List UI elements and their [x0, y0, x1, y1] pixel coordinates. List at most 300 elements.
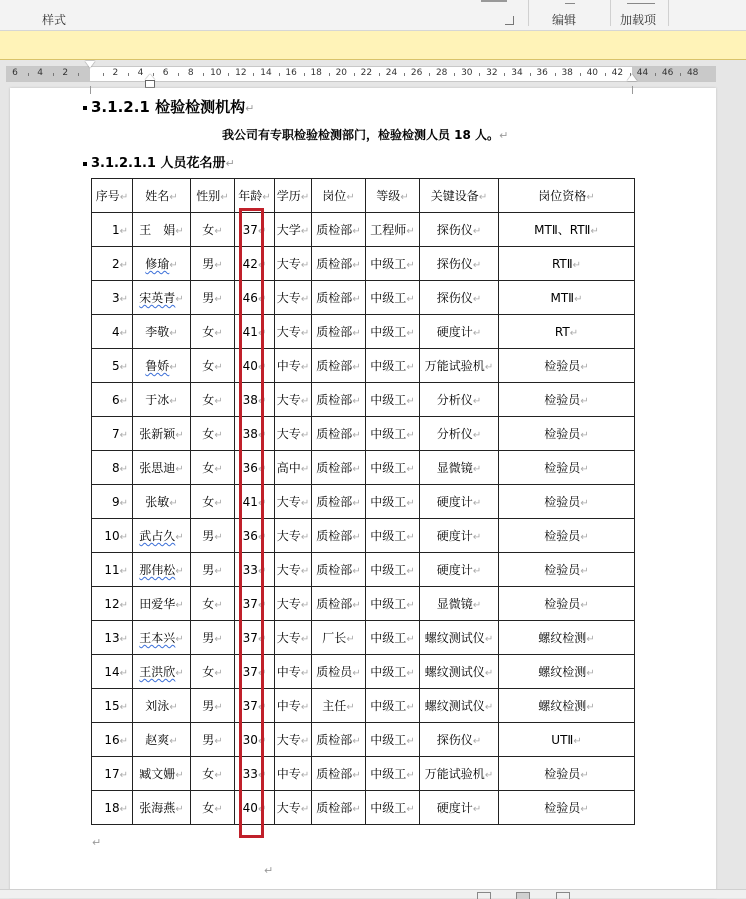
table-cell[interactable]	[275, 757, 312, 791]
table-cell[interactable]	[235, 519, 275, 553]
table-cell[interactable]	[312, 485, 366, 519]
web-layout-icon[interactable]	[556, 892, 570, 899]
cell-end-mark: ↵	[472, 566, 482, 577]
cell-text: 女	[202, 325, 215, 339]
table-cell[interactable]	[366, 587, 420, 621]
table-cell[interactable]	[275, 451, 312, 485]
table-row	[92, 723, 635, 757]
cell-text: 41	[242, 324, 258, 339]
table-cell[interactable]	[366, 349, 420, 383]
print-layout-icon[interactable]	[516, 892, 530, 899]
table-header-row	[92, 179, 635, 213]
table-cell[interactable]	[92, 213, 133, 247]
table-cell[interactable]	[420, 281, 499, 315]
table-cell[interactable]	[499, 213, 635, 247]
right-indent-marker[interactable]	[627, 74, 637, 81]
editing-group-label[interactable]: 编辑	[552, 13, 577, 27]
column-header[interactable]	[366, 179, 420, 213]
table-cell[interactable]	[312, 417, 366, 451]
table-cell[interactable]	[133, 213, 191, 247]
table-cell[interactable]	[499, 689, 635, 723]
table-cell[interactable]	[499, 655, 635, 689]
table-cell[interactable]	[366, 655, 420, 689]
table-cell[interactable]	[133, 519, 191, 553]
table-cell[interactable]	[191, 417, 235, 451]
cell-end-mark: ↵	[300, 396, 310, 407]
table-cell[interactable]	[366, 757, 420, 791]
table-cell[interactable]	[133, 383, 191, 417]
table-cell[interactable]	[133, 247, 191, 281]
table-cell[interactable]	[92, 315, 133, 349]
cell-text: 检验员	[544, 767, 581, 781]
table-cell[interactable]	[499, 485, 635, 519]
table-cell[interactable]	[191, 213, 235, 247]
hanging-indent-marker[interactable]	[145, 74, 155, 88]
table-cell[interactable]	[275, 791, 312, 825]
table-cell[interactable]	[420, 417, 499, 451]
cell-end-mark: ↵	[406, 226, 415, 237]
table-cell[interactable]	[92, 655, 133, 689]
ruler-tick	[479, 73, 480, 76]
cell-text: 工程师	[370, 223, 407, 237]
table-cell[interactable]	[92, 587, 133, 621]
cell-text: 大专	[276, 257, 301, 271]
table-cell[interactable]	[191, 621, 235, 655]
table-cell[interactable]	[92, 791, 133, 825]
ruler-tick	[454, 73, 455, 76]
table-cell[interactable]	[312, 349, 366, 383]
cell-end-mark: ↵	[472, 430, 482, 441]
cell-end-mark: ↵	[406, 566, 415, 577]
paragraph-mark: ↵	[245, 102, 255, 115]
table-cell[interactable]	[133, 553, 191, 587]
cell-end-mark: ↵	[580, 464, 589, 475]
table-cell[interactable]	[420, 655, 499, 689]
table-cell[interactable]	[133, 723, 191, 757]
table-cell[interactable]	[133, 315, 191, 349]
table-cell[interactable]	[499, 757, 635, 791]
table-cell[interactable]	[499, 247, 635, 281]
ruler-tick	[304, 73, 305, 76]
table-cell[interactable]	[191, 451, 235, 485]
cell-text: 33	[242, 562, 258, 577]
cell-text: 显微镜	[436, 461, 473, 475]
cell-text: 中级工	[370, 257, 407, 271]
table-cell[interactable]	[499, 281, 635, 315]
column-header[interactable]	[312, 179, 366, 213]
cell-end-mark: ↵	[346, 192, 355, 203]
cell-end-mark: ↵	[580, 498, 589, 509]
cell-text: 硬度计	[436, 529, 473, 543]
cell-text: 37	[242, 596, 258, 611]
table-cell[interactable]	[420, 757, 499, 791]
table-cell[interactable]	[191, 485, 235, 519]
table-cell[interactable]	[92, 451, 133, 485]
table-cell[interactable]	[92, 553, 133, 587]
table-cell[interactable]	[275, 349, 312, 383]
ruler-tick	[555, 73, 556, 76]
table-cell[interactable]	[275, 553, 312, 587]
table-cell[interactable]	[235, 247, 275, 281]
cell-end-mark: ↵	[590, 226, 599, 237]
ribbon-button-fragment[interactable]	[565, 0, 575, 4]
cell-text: 王 娟	[139, 223, 176, 237]
ruler-number: 4	[37, 68, 43, 78]
cell-end-mark: ↵	[257, 531, 267, 543]
table-cell[interactable]	[133, 587, 191, 621]
subsection-heading[interactable]	[83, 152, 235, 171]
table-cell[interactable]	[312, 451, 366, 485]
table-cell[interactable]	[420, 621, 499, 655]
table-cell[interactable]	[420, 791, 499, 825]
column-header[interactable]	[133, 179, 191, 213]
table-cell[interactable]	[366, 485, 420, 519]
cell-end-mark: ↵	[406, 260, 415, 271]
table-cell[interactable]	[366, 621, 420, 655]
table-cell[interactable]	[366, 247, 420, 281]
table-cell[interactable]	[235, 689, 275, 723]
table-cell[interactable]	[235, 655, 275, 689]
cell-end-mark: ↵	[352, 804, 361, 815]
table-cell[interactable]	[420, 383, 499, 417]
table-cell[interactable]	[235, 315, 275, 349]
cell-end-mark: ↵	[214, 532, 223, 543]
table-cell[interactable]	[312, 383, 366, 417]
cell-text: 女	[202, 359, 215, 373]
table-cell[interactable]	[275, 247, 312, 281]
column-header[interactable]	[420, 179, 499, 213]
table-cell[interactable]	[499, 383, 635, 417]
cell-end-mark: ↵	[300, 532, 310, 543]
table-cell[interactable]	[133, 689, 191, 723]
table-cell[interactable]	[420, 349, 499, 383]
table-cell[interactable]	[191, 349, 235, 383]
cell-text: 大专	[276, 563, 301, 577]
table-cell[interactable]	[312, 315, 366, 349]
table-cell[interactable]	[133, 791, 191, 825]
table-cell[interactable]	[366, 281, 420, 315]
table-cell[interactable]	[191, 791, 235, 825]
cell-text: 质检部	[316, 767, 353, 781]
table-cell[interactable]	[191, 723, 235, 757]
table-cell[interactable]	[366, 553, 420, 587]
table-cell[interactable]	[235, 553, 275, 587]
table-cell[interactable]	[499, 723, 635, 757]
ruler-tick	[103, 73, 104, 76]
table-cell[interactable]	[92, 757, 133, 791]
table-cell[interactable]	[366, 417, 420, 451]
table-cell[interactable]	[275, 485, 312, 519]
table-cell[interactable]	[92, 247, 133, 281]
cell-end-mark: ↵	[580, 804, 589, 815]
cell-end-mark: ↵	[484, 668, 494, 679]
table-cell[interactable]	[133, 417, 191, 451]
table-cell[interactable]	[92, 383, 133, 417]
table-cell[interactable]	[275, 723, 312, 757]
cell-text: 38	[242, 426, 258, 441]
column-header[interactable]	[275, 179, 312, 213]
table-cell[interactable]	[191, 519, 235, 553]
column-header[interactable]	[499, 179, 635, 213]
ruler-tick	[28, 73, 29, 76]
column-header[interactable]	[92, 179, 133, 213]
table-cell[interactable]	[235, 281, 275, 315]
horizontal-ruler[interactable]	[6, 66, 716, 82]
table-cell[interactable]	[366, 791, 420, 825]
column-header-text: 岗位	[322, 189, 347, 203]
table-cell[interactable]	[420, 689, 499, 723]
table-cell[interactable]	[499, 621, 635, 655]
table-cell[interactable]	[420, 587, 499, 621]
table-cell[interactable]	[275, 587, 312, 621]
cell-end-mark: ↵	[119, 429, 128, 441]
cell-text: 15	[104, 698, 120, 713]
first-line-indent-marker[interactable]	[85, 61, 95, 68]
cell-text: RT	[554, 324, 570, 339]
table-cell[interactable]	[312, 757, 366, 791]
intro-paragraph[interactable]	[222, 126, 508, 143]
table-cell[interactable]	[275, 621, 312, 655]
cell-end-mark: ↵	[119, 225, 128, 237]
table-cell[interactable]	[312, 281, 366, 315]
table-cell[interactable]	[275, 315, 312, 349]
table-cell[interactable]	[366, 519, 420, 553]
cell-end-mark: ↵	[300, 600, 310, 611]
cell-end-mark: ↵	[472, 736, 482, 747]
table-cell[interactable]	[235, 213, 275, 247]
table-row	[92, 383, 635, 417]
table-cell[interactable]	[420, 485, 499, 519]
table-cell[interactable]	[191, 315, 235, 349]
cell-end-mark: ↵	[169, 736, 178, 747]
table-cell[interactable]	[235, 485, 275, 519]
table-cell[interactable]	[312, 519, 366, 553]
cell-text: 中级工	[370, 665, 407, 679]
table-cell[interactable]	[191, 689, 235, 723]
ruler-tick	[379, 73, 380, 76]
table-cell[interactable]	[312, 213, 366, 247]
table-cell[interactable]	[133, 451, 191, 485]
table-cell[interactable]	[92, 689, 133, 723]
table-cell[interactable]	[92, 485, 133, 519]
table-cell[interactable]	[275, 417, 312, 451]
table-cell[interactable]	[235, 417, 275, 451]
table-cell[interactable]	[92, 281, 133, 315]
cell-end-mark: ↵	[214, 294, 223, 305]
table-cell[interactable]	[420, 315, 499, 349]
table-cell[interactable]	[235, 587, 275, 621]
cell-text: 检验员	[544, 393, 581, 407]
cell-end-mark: ↵	[119, 327, 128, 339]
addins-group-label[interactable]: 加载项	[620, 13, 657, 27]
cell-text: 刘泳	[145, 699, 170, 713]
table-cell[interactable]	[275, 689, 312, 723]
ruler-tick	[429, 73, 430, 76]
cell-end-mark: ↵	[406, 804, 415, 815]
cell-end-mark: ↵	[586, 702, 595, 713]
dialog-launcher-icon[interactable]	[505, 16, 514, 25]
cell-text: 3	[111, 290, 120, 305]
ruler-tick	[228, 73, 229, 76]
table-cell[interactable]	[366, 213, 420, 247]
table-cell[interactable]	[420, 213, 499, 247]
table-cell[interactable]	[420, 553, 499, 587]
table-cell[interactable]	[499, 451, 635, 485]
ruler-number: 40	[586, 68, 599, 78]
ruler-tick	[329, 73, 330, 76]
ruler-tick	[530, 73, 531, 76]
cell-end-mark: ↵	[406, 498, 415, 509]
table-cell[interactable]	[235, 791, 275, 825]
cell-text: 探伤仪	[436, 257, 473, 271]
table-cell[interactable]	[191, 281, 235, 315]
table-cell[interactable]	[366, 451, 420, 485]
ribbon-button-fragment[interactable]	[481, 0, 507, 2]
cell-text: 女	[202, 427, 215, 441]
table-cell[interactable]	[92, 621, 133, 655]
section-heading[interactable]	[83, 96, 254, 117]
table-cell[interactable]	[92, 349, 133, 383]
cell-end-mark: ↵	[257, 293, 267, 305]
cell-text: 17	[104, 766, 120, 781]
ruler-tick	[580, 73, 581, 76]
cell-end-mark: ↵	[472, 328, 482, 339]
table-cell[interactable]	[499, 791, 635, 825]
table-cell[interactable]	[191, 757, 235, 791]
column-header[interactable]	[191, 179, 235, 213]
table-row	[92, 349, 635, 383]
cell-end-mark: ↵	[406, 634, 415, 645]
read-mode-icon[interactable]	[477, 892, 491, 899]
table-cell[interactable]	[191, 655, 235, 689]
cell-text: 螺纹测试仪	[424, 665, 485, 679]
personnel-roster-table[interactable]	[91, 178, 635, 825]
cell-end-mark: ↵	[257, 735, 267, 747]
cell-text: 田爱华	[139, 597, 176, 611]
table-cell[interactable]	[275, 213, 312, 247]
cell-text: 高中	[276, 461, 301, 475]
table-cell[interactable]	[191, 383, 235, 417]
cell-text: 37	[242, 222, 258, 237]
table-cell[interactable]	[312, 621, 366, 655]
table-cell[interactable]	[191, 553, 235, 587]
cell-end-mark: ↵	[352, 328, 361, 339]
table-cell[interactable]	[133, 281, 191, 315]
cell-text: 30	[242, 732, 258, 747]
ruler-tick	[53, 73, 54, 76]
table-cell[interactable]	[235, 383, 275, 417]
cell-end-mark: ↵	[346, 634, 355, 645]
cell-end-mark: ↵	[175, 430, 184, 441]
table-cell[interactable]	[499, 519, 635, 553]
cell-text: 螺纹检测	[538, 699, 587, 713]
table-cell[interactable]	[366, 689, 420, 723]
table-cell[interactable]	[191, 587, 235, 621]
cell-text: 41	[242, 494, 258, 509]
table-cell[interactable]	[133, 485, 191, 519]
table-cell[interactable]	[366, 723, 420, 757]
table-cell[interactable]	[499, 587, 635, 621]
table-cell[interactable]	[420, 519, 499, 553]
table-cell[interactable]	[133, 621, 191, 655]
cell-end-mark: ↵	[406, 600, 415, 611]
table-cell[interactable]	[235, 451, 275, 485]
cell-text: 16	[104, 732, 120, 747]
table-cell[interactable]	[312, 655, 366, 689]
cell-end-mark: ↵	[580, 566, 589, 577]
table-cell[interactable]	[275, 383, 312, 417]
cell-end-mark: ↵	[257, 497, 267, 509]
table-cell[interactable]	[366, 315, 420, 349]
cell-text: RTⅡ	[551, 256, 573, 271]
cell-text: 女	[202, 801, 215, 815]
cell-end-mark: ↵	[119, 599, 128, 611]
table-cell[interactable]	[191, 247, 235, 281]
table-cell[interactable]	[312, 247, 366, 281]
table-cell[interactable]	[312, 689, 366, 723]
table-cell[interactable]	[312, 723, 366, 757]
table-cell[interactable]	[420, 723, 499, 757]
table-cell[interactable]	[92, 519, 133, 553]
ruler-number: 30	[461, 68, 473, 78]
table-cell[interactable]	[312, 791, 366, 825]
cell-text: 大专	[276, 801, 301, 815]
table-cell[interactable]	[312, 553, 366, 587]
column-header-text: 等级	[376, 189, 401, 203]
cell-end-mark: ↵	[257, 565, 267, 577]
table-cell[interactable]	[366, 383, 420, 417]
table-cell[interactable]	[235, 621, 275, 655]
cell-text: 检验员	[544, 359, 581, 373]
table-cell[interactable]	[312, 587, 366, 621]
table-cell[interactable]	[499, 553, 635, 587]
cell-text: 7	[111, 426, 120, 441]
table-cell[interactable]	[420, 451, 499, 485]
column-header[interactable]	[235, 179, 275, 213]
cell-text: 中级工	[370, 767, 407, 781]
ruler-tick	[680, 73, 681, 76]
table-cell[interactable]	[275, 655, 312, 689]
table-cell[interactable]	[133, 349, 191, 383]
cell-text: 1	[111, 222, 120, 237]
table-cell[interactable]	[235, 723, 275, 757]
table-cell[interactable]	[275, 519, 312, 553]
table-cell[interactable]	[92, 417, 133, 451]
cell-text: 2	[111, 256, 120, 271]
table-cell[interactable]	[499, 349, 635, 383]
margin-corner-mark	[80, 86, 91, 94]
table-cell[interactable]	[275, 281, 312, 315]
cell-text: 那伟松	[139, 563, 176, 577]
cell-text: 厂长	[322, 631, 347, 645]
ribbon-button-fragment[interactable]	[627, 0, 655, 4]
table-cell[interactable]	[499, 315, 635, 349]
ruler-number: 2	[62, 68, 69, 78]
table-cell[interactable]	[235, 349, 275, 383]
table-cell[interactable]	[499, 417, 635, 451]
table-cell[interactable]	[235, 757, 275, 791]
table-cell[interactable]	[133, 655, 191, 689]
paragraph-mark: ↵	[92, 836, 102, 849]
table-cell[interactable]	[420, 247, 499, 281]
cell-end-mark: ↵	[472, 396, 482, 407]
cell-text: 男	[202, 733, 215, 747]
ruler-number: 44	[636, 68, 649, 78]
cell-end-mark: ↵	[175, 566, 184, 577]
table-cell[interactable]	[133, 757, 191, 791]
cell-text: 中专	[276, 359, 301, 373]
table-cell[interactable]	[92, 723, 133, 757]
